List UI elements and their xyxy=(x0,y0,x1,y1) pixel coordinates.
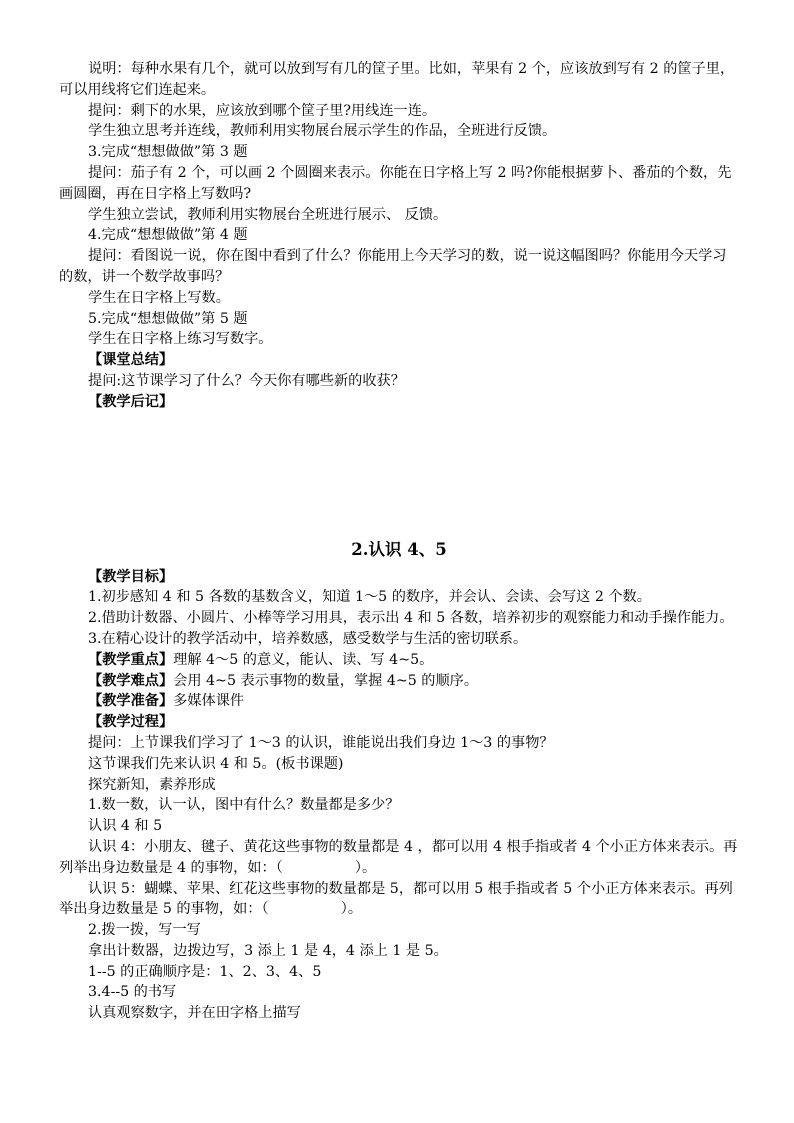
paragraph-prompt-3: 提问：茄子有 2 个，可以画 2 个圆圈来表示。你能在日字格上写 2 吗?你能根据萝卜、番茄的个数，先画圆圈，再在日字格上写数吗? xyxy=(59,164,732,202)
blank-space xyxy=(59,413,739,538)
paragraph-goal-2: 2.借助计数器、小圆片、小棒等学习用具，表示出 4 和 5 各数，培养初步的观察能力和动手操作能力。 xyxy=(88,610,734,627)
paragraph-student-4: 学生在日字格上写数。 xyxy=(88,289,230,306)
paragraph-process-8: 2.拨一拨，写一写 xyxy=(88,922,201,939)
paragraph-task-3: 3.完成“想想做做”第 3 题 xyxy=(88,144,248,161)
section-title: 2.认识 4、5 xyxy=(351,539,447,559)
paragraph-recognize-4: 认识 4：小朋友、毽子、黄花这些事物的数量都是 4 ，都可以用 4 根手指或者 4 个小正方体来表示。再列举出身边数量是 4 的事物，如：（ ）。 xyxy=(59,838,738,876)
paragraph-process-3: 探究新知，素养形成 xyxy=(88,776,216,793)
paragraph-explanation: 说明：每种水果有几个，就可以放到写有几的筐子里。比如，苹果有 2 个，应该放到写有 2 的筐子里，可以用线将它们连起来。 xyxy=(59,61,735,98)
heading-teaching-afterword: 【教学后记】 xyxy=(88,393,174,410)
preparation-text: 多媒体课件 xyxy=(173,693,245,710)
paragraph-key-points xyxy=(59,650,739,671)
paragraph-student-3: 学生独立尝试，教师利用实物展台全班进行展示、 反馈。 xyxy=(88,206,448,223)
paragraph-difficulties xyxy=(59,671,739,692)
paragraph-process-5: 认识 4 和 5 xyxy=(88,818,163,835)
paragraph-process-10: 1--5 的正确顺序是：1、2、3、4、5 xyxy=(88,963,322,980)
heading-difficulties: 【教学难点】 xyxy=(88,672,174,689)
paragraph-preparation xyxy=(59,691,739,712)
paragraph-task-4: 4.完成“想想做做”第 4 题 xyxy=(88,227,248,244)
paragraph-process-2: 这节课我们先来认识 4 和 5。(板书课题) xyxy=(88,755,344,772)
paragraph-process-11: 3.4--5 的书写 xyxy=(88,984,177,1001)
paragraph-goal-3: 3.在精心设计的教学活动中，培养数感，感受数学与生活的密切联系。 xyxy=(88,630,528,647)
paragraph-process-4: 1.数一数，认一认，图中有什么？数量都是多少？ xyxy=(88,797,400,814)
paragraph-student-connect: 学生独立思考并连线，教师利用实物展台展示学生的作品，全班进行反馈。 xyxy=(88,123,557,140)
paragraph-summary-prompt: 提问:这节课学习了什么？今天你有哪些新的收获？ xyxy=(88,372,405,389)
heading-teaching-process: 【教学过程】 xyxy=(88,714,174,731)
key-points-text: 理解 4～5 的意义，能认、读、写 4~5。 xyxy=(173,651,434,668)
paragraph-recognize-5: 认识 5：蝴蝶、苹果、红花这些事物的数量都是 5，都可以用 5 根手指或者 5 个小正方体来表示。再列举出身边数量是 5 的事物，如：（ ）。 xyxy=(59,880,733,918)
paragraph-process-12: 认真观察数字，并在田字格上描写 xyxy=(88,1005,301,1022)
paragraph-process-1: 提问：上节课我们学习了 1～3 的认识，谁能说出我们身边 1～3 的事物？ xyxy=(88,734,554,751)
paragraph-goal-1: 1.初步感知 4 和 5 各数的基数含义，知道 1～5 的数序，并会认、会读、会写这 2 个数。 xyxy=(88,589,651,606)
paragraph-prompt-4: 提问：看图说一说，你在图中看到了什么？你能用上今天学习的数，说一说这幅图吗？你能用今天学习的数，讲一个数学故事吗？ xyxy=(59,248,727,285)
heading-key-points: 【教学重点】 xyxy=(88,651,174,668)
paragraph-student-5: 学生在日字格上练习写数字。 xyxy=(88,331,273,348)
difficulties-text: 会用 4~5 表示事物的数量，掌握 4~5 的顺序。 xyxy=(173,672,479,689)
document-page xyxy=(59,59,739,1024)
paragraph-process-9: 拿出计数器，边拨边写，3 添上 1 是 4，4 添上 1 是 5。 xyxy=(88,942,448,959)
heading-teaching-goals: 【教学目标】 xyxy=(88,568,174,585)
paragraph-prompt-remaining-fruit: 提问：剩下的水果，应该放到哪个筐子里?用线连一连。 xyxy=(88,102,437,119)
heading-class-summary: 【课堂总结】 xyxy=(88,352,174,369)
paragraph-task-5: 5.完成“想想做做”第 5 题 xyxy=(88,310,248,327)
heading-preparation: 【教学准备】 xyxy=(88,693,174,710)
